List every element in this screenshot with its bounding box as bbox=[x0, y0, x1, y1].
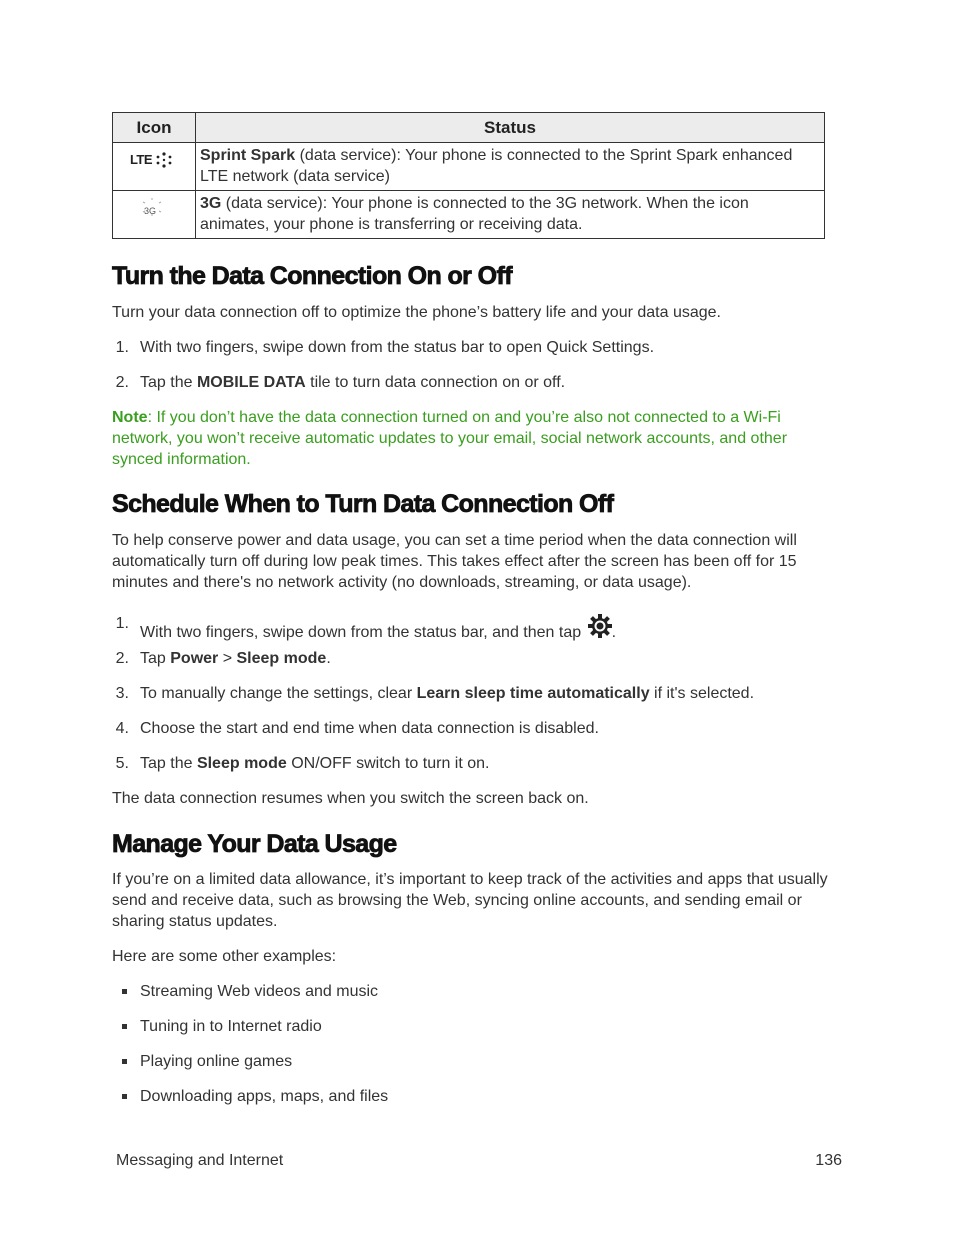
icon-status-table bbox=[112, 112, 825, 239]
icon-cell bbox=[113, 143, 196, 191]
gear-icon bbox=[588, 614, 612, 644]
header-icon: Icon bbox=[113, 113, 196, 143]
section2-intro: To help conserve power and data usage, you can set a time period when the data connection will automatically turn off during low peak times. This takes effect after the screen has been off for 15 minutes and there's no network activity (no downloads, streaming, or data usage). bbox=[112, 532, 797, 591]
section-heading-data-connection: Turn the Data Connection On or Off bbox=[112, 262, 512, 290]
3g-icon: 3G bbox=[140, 197, 164, 217]
lte-spark-icon: LTE bbox=[130, 149, 174, 170]
table-row bbox=[113, 143, 825, 191]
status-cell: Sprint Spark (data service): Your phone is connected to the Sprint Spark enhanced LTE network (data service) bbox=[196, 143, 825, 191]
note-paragraph: Note: If you don’t have the data connection turned on and you’re also not connected to a Wi-Fi network, you won’t receive automatic updates to your email, social network accounts, and other synced information. bbox=[112, 409, 788, 468]
section1-intro: Turn your data connection off to optimize the phone’s battery life and your data usage. bbox=[112, 304, 721, 321]
section2-outro: The data connection resumes when you switch the screen back on. bbox=[112, 790, 589, 807]
footer-chapter: Messaging and Internet bbox=[116, 1152, 284, 1169]
page-number: 136 bbox=[815, 1152, 842, 1169]
section-heading-data-usage: Manage Your Data Usage bbox=[112, 830, 397, 858]
header-status: Status bbox=[196, 113, 825, 143]
examples-label: Here are some other examples: bbox=[112, 948, 337, 965]
section-heading-schedule: Schedule When to Turn Data Connection Off bbox=[112, 490, 614, 518]
section3-intro: If you’re on a limited data allowance, it’s important to keep track of the activities and apps that usually send and receive data, such as browsing the Web, syncing online accounts, and sending email or sharing status updates. bbox=[112, 871, 828, 930]
table-row bbox=[113, 191, 825, 239]
icon-cell bbox=[113, 191, 196, 239]
status-cell: 3G (data service): Your phone is connected to the 3G network. When the icon animates, your phone is transferring or receiving data. bbox=[196, 191, 825, 239]
